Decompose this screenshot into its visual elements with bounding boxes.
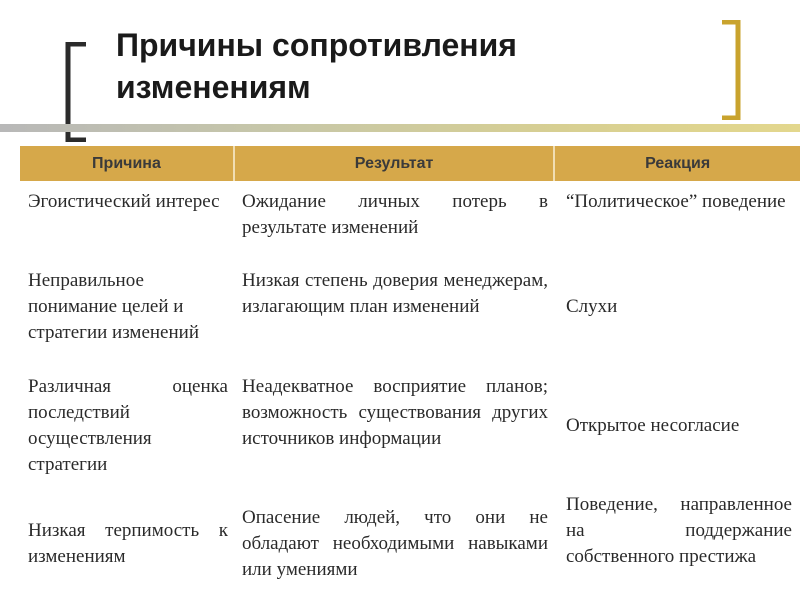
row1-result: Ожидание личных потерь в результате изменений: [242, 191, 548, 238]
row4-result: Опасение людей, что они не обладают необходимыми навыками или умениями: [242, 507, 548, 580]
title-divider: [0, 124, 800, 132]
row1-reaction: “Политическое” поведение: [566, 191, 786, 212]
row3-result: Неадекватное восприятие планов; возможность существования других источников информации: [242, 376, 548, 449]
row2-result: Низкая степень доверия менеджерам, излагающим план изменений: [242, 270, 548, 317]
header-reaction: Реакция: [645, 154, 711, 172]
row3-cause: Различная оценка последствий осуществления стратегии: [28, 376, 228, 475]
row1-cause: Эгоистический интерес: [28, 191, 220, 212]
table-header: [20, 146, 800, 181]
row4-reaction: Поведение, направленное на поддержание собственного престижа: [566, 494, 792, 567]
row3-reaction: Открытое несогласие: [566, 415, 740, 436]
row2-cause: Неправильное понимание целей и стратегии изменений: [28, 270, 199, 343]
right-bracket-decoration: [720, 20, 742, 120]
header-cause: Причина: [20, 146, 235, 181]
slide-title: Причины сопротивления изменениям: [116, 27, 517, 105]
header-result: Результат: [235, 146, 555, 181]
row4-cause: Низкая терпимость к изменениям: [28, 520, 228, 567]
row2-reaction: Слухи: [566, 296, 618, 317]
